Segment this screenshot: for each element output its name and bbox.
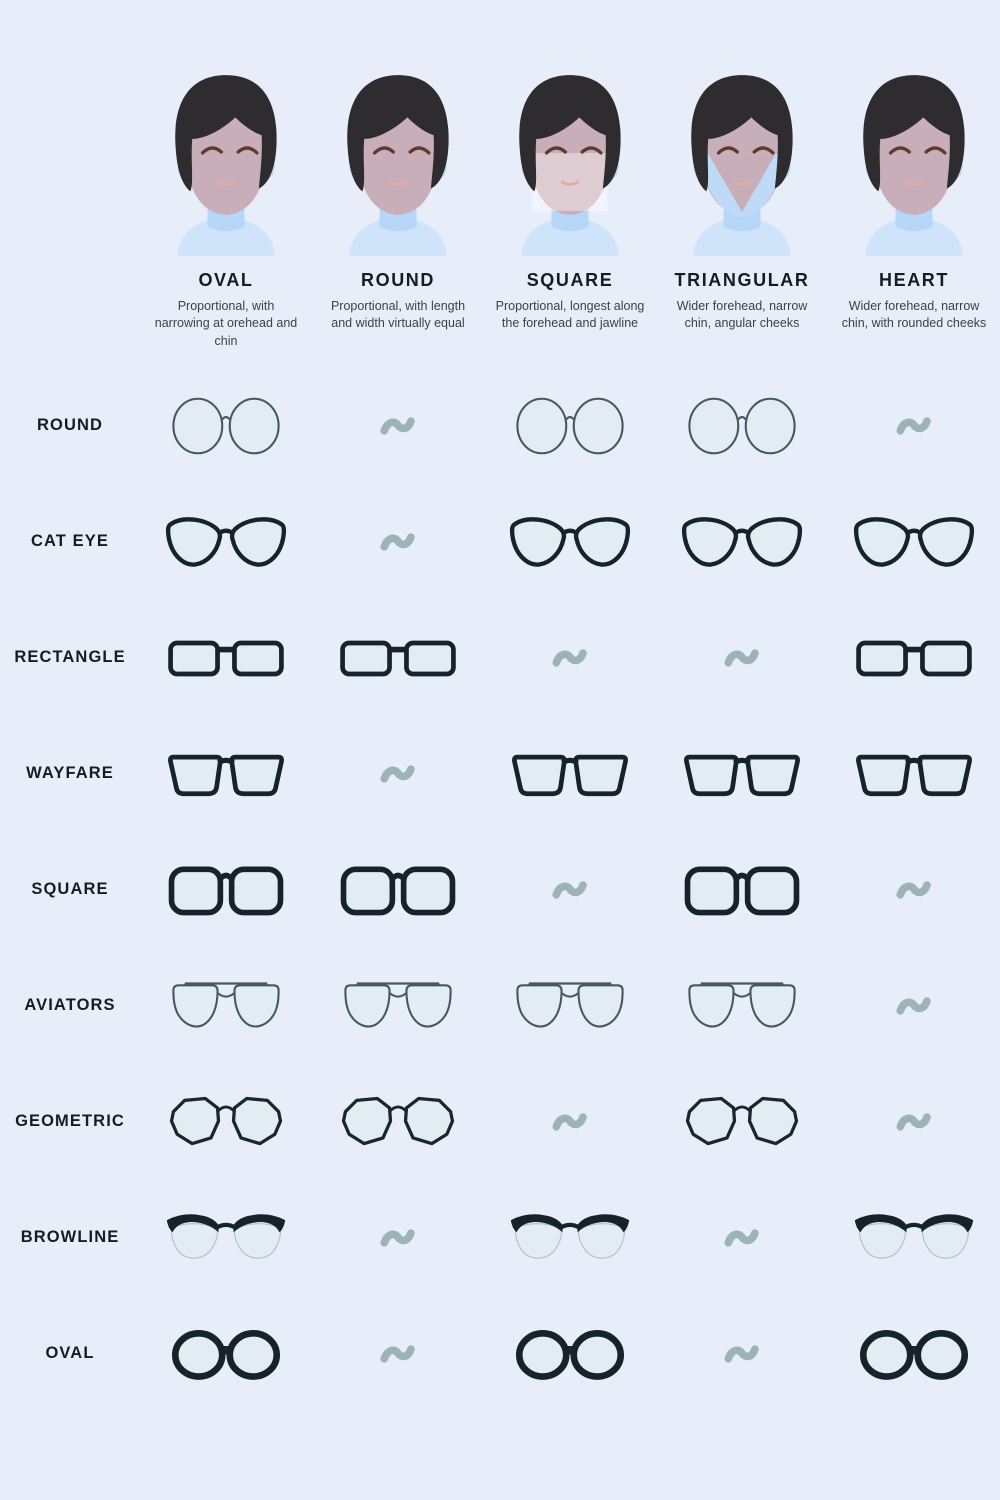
face-shape-name: HEART xyxy=(879,270,949,290)
cell-oval-oval xyxy=(140,1323,312,1385)
glasses-aviator-icon xyxy=(680,975,804,1037)
cell-geometric-heart xyxy=(828,1109,1000,1135)
face-round-illustration xyxy=(323,60,473,260)
face-shape-description: Proportional, with narrowing at orehead and chin xyxy=(154,299,298,348)
face-oval-illustration xyxy=(151,60,301,260)
row-geometric xyxy=(0,1064,1000,1180)
cell-square-square xyxy=(484,877,656,903)
glasses-cateye-icon xyxy=(508,511,632,573)
tilde-icon xyxy=(377,413,419,439)
row-label: CAT EYE xyxy=(31,532,109,551)
cell-cateye-triangular xyxy=(656,511,828,573)
face-shape-description: Proportional, longest along the forehead and jawline xyxy=(495,299,645,331)
face-triangular-illustration xyxy=(667,60,817,260)
cell-rectangle-triangular xyxy=(656,645,828,671)
glasses-wayfare-icon xyxy=(680,743,804,805)
row-label: GEOMETRIC xyxy=(15,1112,125,1131)
cell-cateye-round xyxy=(312,529,484,555)
row-browline xyxy=(0,1180,1000,1296)
glasses-geometric-icon xyxy=(336,1091,460,1153)
cell-wayfare-round xyxy=(312,761,484,787)
cell-round-oval xyxy=(140,395,312,457)
cell-wayfare-heart xyxy=(828,743,1000,805)
face-shapes-header xyxy=(0,0,1000,350)
glasses-aviator-icon xyxy=(336,975,460,1037)
cell-aviator-heart xyxy=(828,993,1000,1019)
glasses-square-icon xyxy=(336,859,460,921)
cell-browline-square xyxy=(484,1207,656,1269)
tilde-icon xyxy=(377,529,419,555)
cell-browline-round xyxy=(312,1225,484,1251)
glasses-wayfare-icon xyxy=(508,743,632,805)
glasses-cateye-icon xyxy=(852,511,976,573)
tilde-icon xyxy=(893,1109,935,1135)
face-shape-description: Proportional, with length and width virtually equal xyxy=(330,299,466,331)
tilde-icon xyxy=(377,1225,419,1251)
face-heart-illustration xyxy=(839,60,989,260)
row-label: AVIATORS xyxy=(24,996,116,1015)
cell-square-triangular xyxy=(656,859,828,921)
cell-cateye-heart xyxy=(828,511,1000,573)
row-oval xyxy=(0,1296,1000,1412)
cell-round-square xyxy=(484,395,656,457)
cell-rectangle-oval xyxy=(140,627,312,689)
cell-round-triangular xyxy=(656,395,828,457)
row-square xyxy=(0,832,1000,948)
cell-round-heart xyxy=(828,413,1000,439)
tilde-icon xyxy=(721,645,763,671)
cell-wayfare-square xyxy=(484,743,656,805)
cell-aviator-round xyxy=(312,975,484,1037)
cell-round-round xyxy=(312,413,484,439)
glasses-geometric-icon xyxy=(164,1091,288,1153)
cell-geometric-square xyxy=(484,1109,656,1135)
glasses-wayfare-icon xyxy=(852,743,976,805)
cell-oval-triangular xyxy=(656,1341,828,1367)
row-cateye xyxy=(0,484,1000,600)
cell-oval-square xyxy=(484,1323,656,1385)
cell-wayfare-oval xyxy=(140,743,312,805)
row-aviator xyxy=(0,948,1000,1064)
row-label: BROWLINE xyxy=(20,1228,120,1247)
glasses-rectangle-icon xyxy=(164,627,288,689)
glasses-round-icon xyxy=(680,395,804,457)
cell-browline-heart xyxy=(828,1207,1000,1269)
cell-aviator-triangular xyxy=(656,975,828,1037)
row-label: RECTANGLE xyxy=(14,648,126,667)
face-shape-column-triangular xyxy=(656,60,828,350)
glasses-round-icon xyxy=(164,395,288,457)
face-shape-description: Wider forehead, narrow chin, angular cheeks xyxy=(676,299,808,331)
cell-square-heart xyxy=(828,877,1000,903)
tilde-icon xyxy=(549,1109,591,1135)
cell-rectangle-square xyxy=(484,645,656,671)
suitability-matrix xyxy=(0,368,1000,1412)
cell-square-oval xyxy=(140,859,312,921)
face-shape-column-square xyxy=(484,60,656,350)
cell-aviator-square xyxy=(484,975,656,1037)
cell-browline-triangular xyxy=(656,1225,828,1251)
glasses-oval-icon xyxy=(164,1323,288,1385)
cell-browline-oval xyxy=(140,1207,312,1269)
row-round xyxy=(0,368,1000,484)
tilde-icon xyxy=(377,761,419,787)
face-shape-description: Wider forehead, narrow chin, with rounded cheeks xyxy=(841,299,987,331)
tilde-icon xyxy=(549,877,591,903)
cell-cateye-oval xyxy=(140,511,312,573)
glasses-wayfare-icon xyxy=(164,743,288,805)
glasses-geometric-icon xyxy=(680,1091,804,1153)
tilde-icon xyxy=(721,1225,763,1251)
row-label: ROUND xyxy=(37,416,103,435)
row-label: OVAL xyxy=(45,1344,95,1363)
glasses-oval-icon xyxy=(508,1323,632,1385)
face-square-illustration xyxy=(495,60,645,260)
row-label: WAYFARE xyxy=(26,764,114,783)
tilde-icon xyxy=(377,1341,419,1367)
glasses-browline-icon xyxy=(164,1207,288,1269)
glasses-rectangle-icon xyxy=(852,627,976,689)
cell-rectangle-round xyxy=(312,627,484,689)
face-shape-column-heart xyxy=(828,60,1000,350)
glasses-cateye-icon xyxy=(680,511,804,573)
glasses-square-icon xyxy=(680,859,804,921)
glasses-browline-icon xyxy=(508,1207,632,1269)
face-shape-column-round xyxy=(312,60,484,350)
tilde-icon xyxy=(893,993,935,1019)
glasses-browline-icon xyxy=(852,1207,976,1269)
cell-oval-round xyxy=(312,1341,484,1367)
cell-oval-heart xyxy=(828,1323,1000,1385)
header-spacer xyxy=(0,60,140,350)
glasses-rectangle-icon xyxy=(336,627,460,689)
tilde-icon xyxy=(893,877,935,903)
glasses-round-icon xyxy=(508,395,632,457)
cell-rectangle-heart xyxy=(828,627,1000,689)
cell-aviator-oval xyxy=(140,975,312,1037)
cell-geometric-oval xyxy=(140,1091,312,1153)
face-shape-name: OVAL xyxy=(198,270,254,290)
cell-square-round xyxy=(312,859,484,921)
cell-geometric-round xyxy=(312,1091,484,1153)
tilde-icon xyxy=(721,1341,763,1367)
row-wayfare xyxy=(0,716,1000,832)
cell-wayfare-triangular xyxy=(656,743,828,805)
tilde-icon xyxy=(549,645,591,671)
cell-geometric-triangular xyxy=(656,1091,828,1153)
glasses-aviator-icon xyxy=(164,975,288,1037)
row-rectangle xyxy=(0,600,1000,716)
cell-cateye-square xyxy=(484,511,656,573)
glasses-cateye-icon xyxy=(164,511,288,573)
row-label: SQUARE xyxy=(31,880,109,899)
face-shape-name: TRIANGULAR xyxy=(674,270,810,290)
face-shape-column-oval xyxy=(140,60,312,350)
tilde-icon xyxy=(893,413,935,439)
glasses-oval-icon xyxy=(852,1323,976,1385)
face-shape-name: ROUND xyxy=(361,270,435,290)
glasses-aviator-icon xyxy=(508,975,632,1037)
face-shape-name: SQUARE xyxy=(526,270,614,290)
glasses-square-icon xyxy=(164,859,288,921)
